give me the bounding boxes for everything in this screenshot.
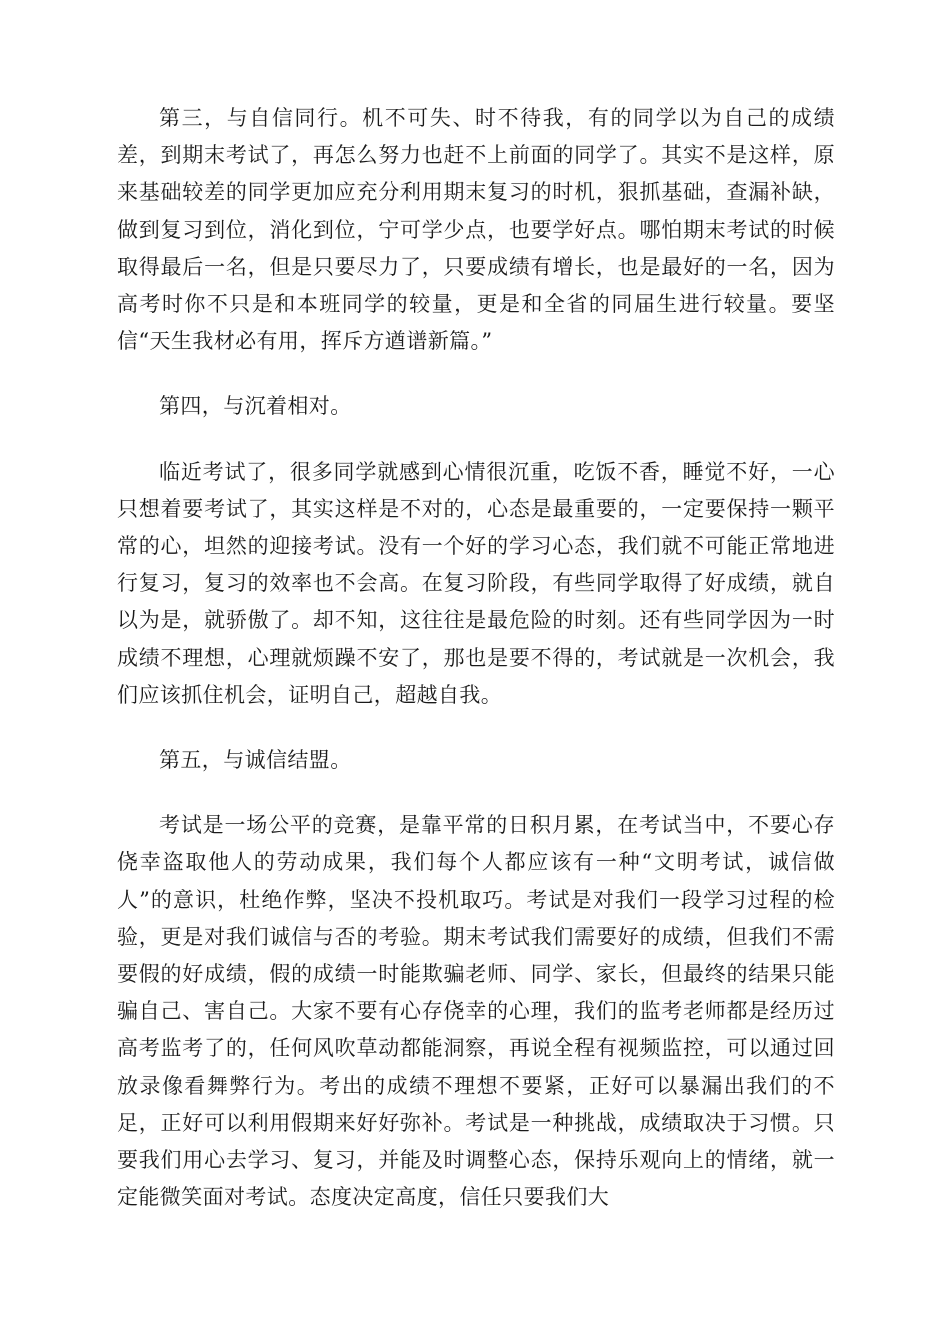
heading-fifth-integrity: 第五，与诚信结盟。 xyxy=(159,748,352,773)
paragraph-exam-mindset: 临近考试了，很多同学就感到心情很沉重，吃饭不香，睡觉不好，一心只想着要考试了，其实这样是不对的，心态是最重要的，一定要保持一颗平常的心，坦然的迎接考试。没有一个好的学习心态，我们就不可能正常地进行复习，复习的效率也不会高。在复习阶段，有些同学取得了好成绩，就自以为是，就骄傲了。却不知，这往往是最危险的时刻。还有些同学因为一时成绩不理想，心理就烦躁不安了，那也是要不得的，考试就是一次机会，我们应该抓住机会，证明自己，超越自我。 xyxy=(117,459,835,707)
heading-fourth-composure: 第四，与沉着相对。 xyxy=(159,394,352,419)
document-page xyxy=(117,100,835,1216)
paragraph-third-confidence: 第三，与自信同行。机不可失、时不待我，有的同学以为自己的成绩差，到期末考试了，再怎么努力也赶不上前面的同学了。其实不是这样，原来基础较差的同学更加应充分利用期末复习的时机，狠抓基础，查漏补缺，做到复习到位，消化到位，宁可学少点，也要学好点。哪怕期末考试的时候取得最后一名，但是只要尽力了，只要成绩有增长，也是最好的一名，因为高考时你不只是和本班同学的较量，更是和全省的同届生进行较量。要坚信“天生我材必有用，挥斥方遒谱新篇。” xyxy=(117,106,835,354)
paragraph-honest-exam: 考试是一场公平的竞赛，是靠平常的日积月累，在考试当中，不要心存侥幸盗取他人的劳动成果，我们每个人都应该有一种“文明考试，诚信做人”的意识，杜绝作弊，坚决不投机取巧。考试是对我们一段学习过程的检验，更是对我们诚信与否的考验。期末考试我们需要好的成绩，但我们不需要假的好成绩，假的成绩一时能欺骗老师、同学、家长，但最终的结果只能骗自己、害自己。大家不要有心存侥幸的心理，我们的监考老师都是经历过高考监考了的，任何风吹草动都能洞察，再说全程有视频监控，可以通过回放录像看舞弊行为。考出的成绩不理想不要紧，正好可以暴漏出我们的不足，正好可以利用假期来好好弥补。考试是一种挑战，成绩取决于习惯。只要我们用心去学习、复习，并能及时调整心态，保持乐观向上的情绪，就一定能微笑面对考试。态度决定高度，信任只要我们大 xyxy=(117,813,835,1210)
